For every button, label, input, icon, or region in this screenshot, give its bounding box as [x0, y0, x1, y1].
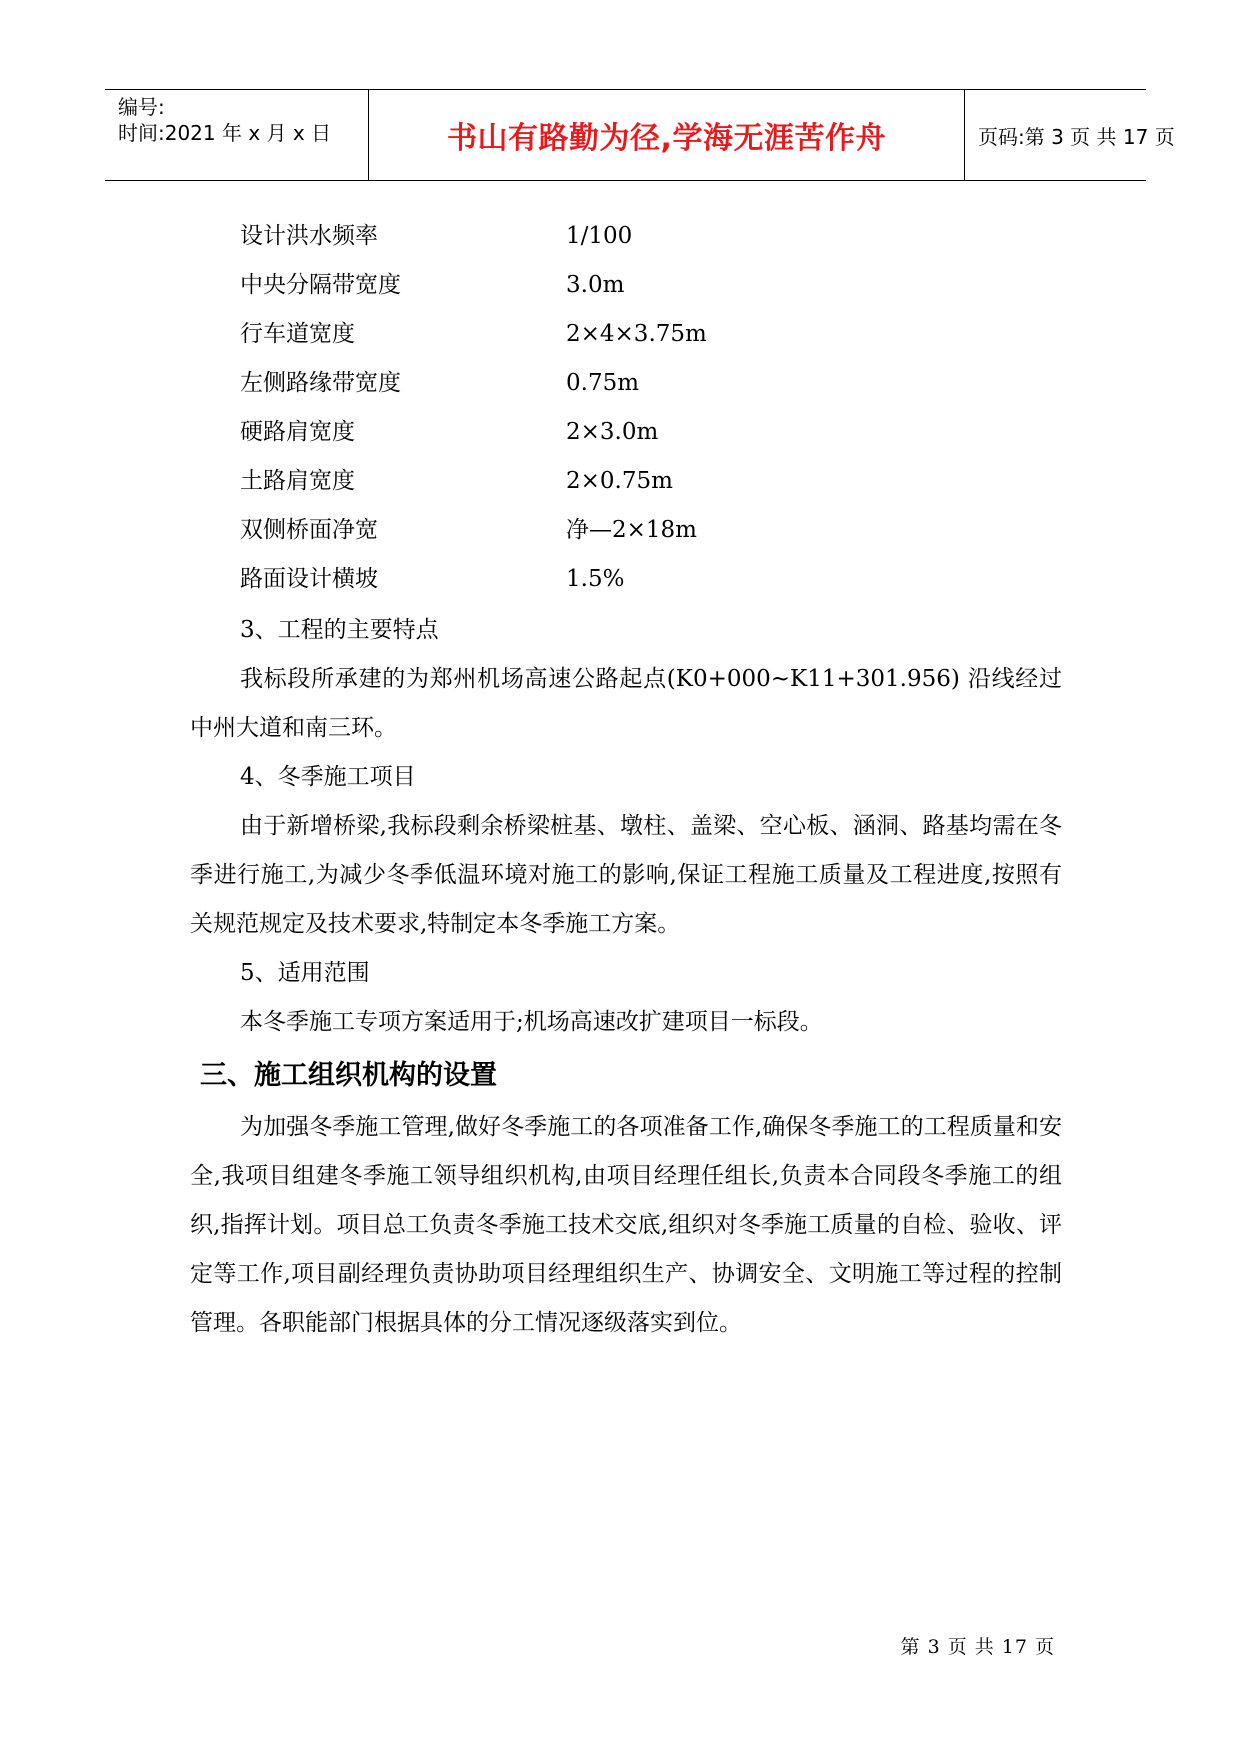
parameter-label: 双侧桥面净宽 — [240, 517, 378, 543]
header-motto-cell — [369, 90, 965, 180]
header-page-number: 页码:第 3 页 共 17 页 — [978, 124, 1175, 149]
parameter-value: 2×3.0m — [566, 419, 659, 445]
section-4-paragraph: 由于新增桥梁,我标段剩余桥梁桩基、墩柱、盖梁、空心板、涵洞、路基均需在冬季进行施工,为减少冬季低温环境对施工的影响,保证工程施工质量及工程进度,按照有关规范规定及技术要求,特制定本冬季施工方案。 — [190, 813, 1062, 937]
parameter-value: 2×4×3.75m — [566, 321, 707, 347]
parameter-label: 硬路肩宽度 — [240, 419, 355, 445]
section-3-title: 3、工程的主要特点 — [240, 617, 439, 643]
section-3-paragraph: 我标段所承建的为郑州机场高速公路起点(K0+000~K11+301.956) 沿线经过中州大道和南三环。 — [190, 666, 1062, 741]
parameter-label: 土路肩宽度 — [240, 468, 355, 494]
parameter-value: 1.5% — [566, 566, 625, 592]
section-5-title: 5、适用范围 — [240, 960, 370, 986]
document-body — [190, 606, 1062, 1348]
chapter-3-heading: 三、施工组织机构的设置 — [200, 1060, 497, 1091]
parameter-value: 净—2×18m — [566, 517, 697, 543]
page-footer: 第 3 页 共 17 页 — [900, 1636, 1055, 1658]
header-meta — [105, 90, 369, 180]
parameter-value: 2×0.75m — [566, 468, 673, 494]
page-header — [105, 89, 1175, 181]
parameter-label: 行车道宽度 — [240, 321, 355, 347]
section-5-paragraph: 本冬季施工专项方案适用于;机场高速改扩建项目一标段。 — [240, 1009, 823, 1035]
section-4-title: 4、冬季施工项目 — [240, 764, 416, 790]
parameter-label: 中央分隔带宽度 — [240, 272, 401, 298]
chapter-3-paragraph: 为加强冬季施工管理,做好冬季施工的各项准备工作,确保冬季施工的工程质量和安全,我项目组建冬季施工领导组织机构,由项目经理任组长,负责本合同段冬季施工的组织,指挥计划。项目总工负责冬季施工技术交底,组织对冬季施工质量的自检、验收、评定等工作,项目副经理负责协助项目经理组织生产、协调安全、文明施工等过程的控制管理。各职能部门根据具体的分工情况逐级落实到位。 — [190, 1114, 1062, 1336]
document-number-label: 编号: — [118, 95, 165, 119]
header-motto: 书山有路勤为径,学海无涯苦作舟 — [447, 121, 886, 156]
parameter-label: 设计洪水频率 — [240, 223, 378, 249]
parameter-label: 路面设计横坡 — [240, 566, 378, 592]
parameter-value: 3.0m — [566, 272, 625, 298]
header-page-cell — [965, 90, 1175, 180]
parameter-value: 1/100 — [566, 223, 633, 249]
parameter-value: 0.75m — [566, 370, 640, 396]
document-time-label: 时间:2021 年 x 月 x 日 — [118, 121, 332, 145]
parameter-label: 左侧路缘带宽度 — [240, 370, 401, 396]
